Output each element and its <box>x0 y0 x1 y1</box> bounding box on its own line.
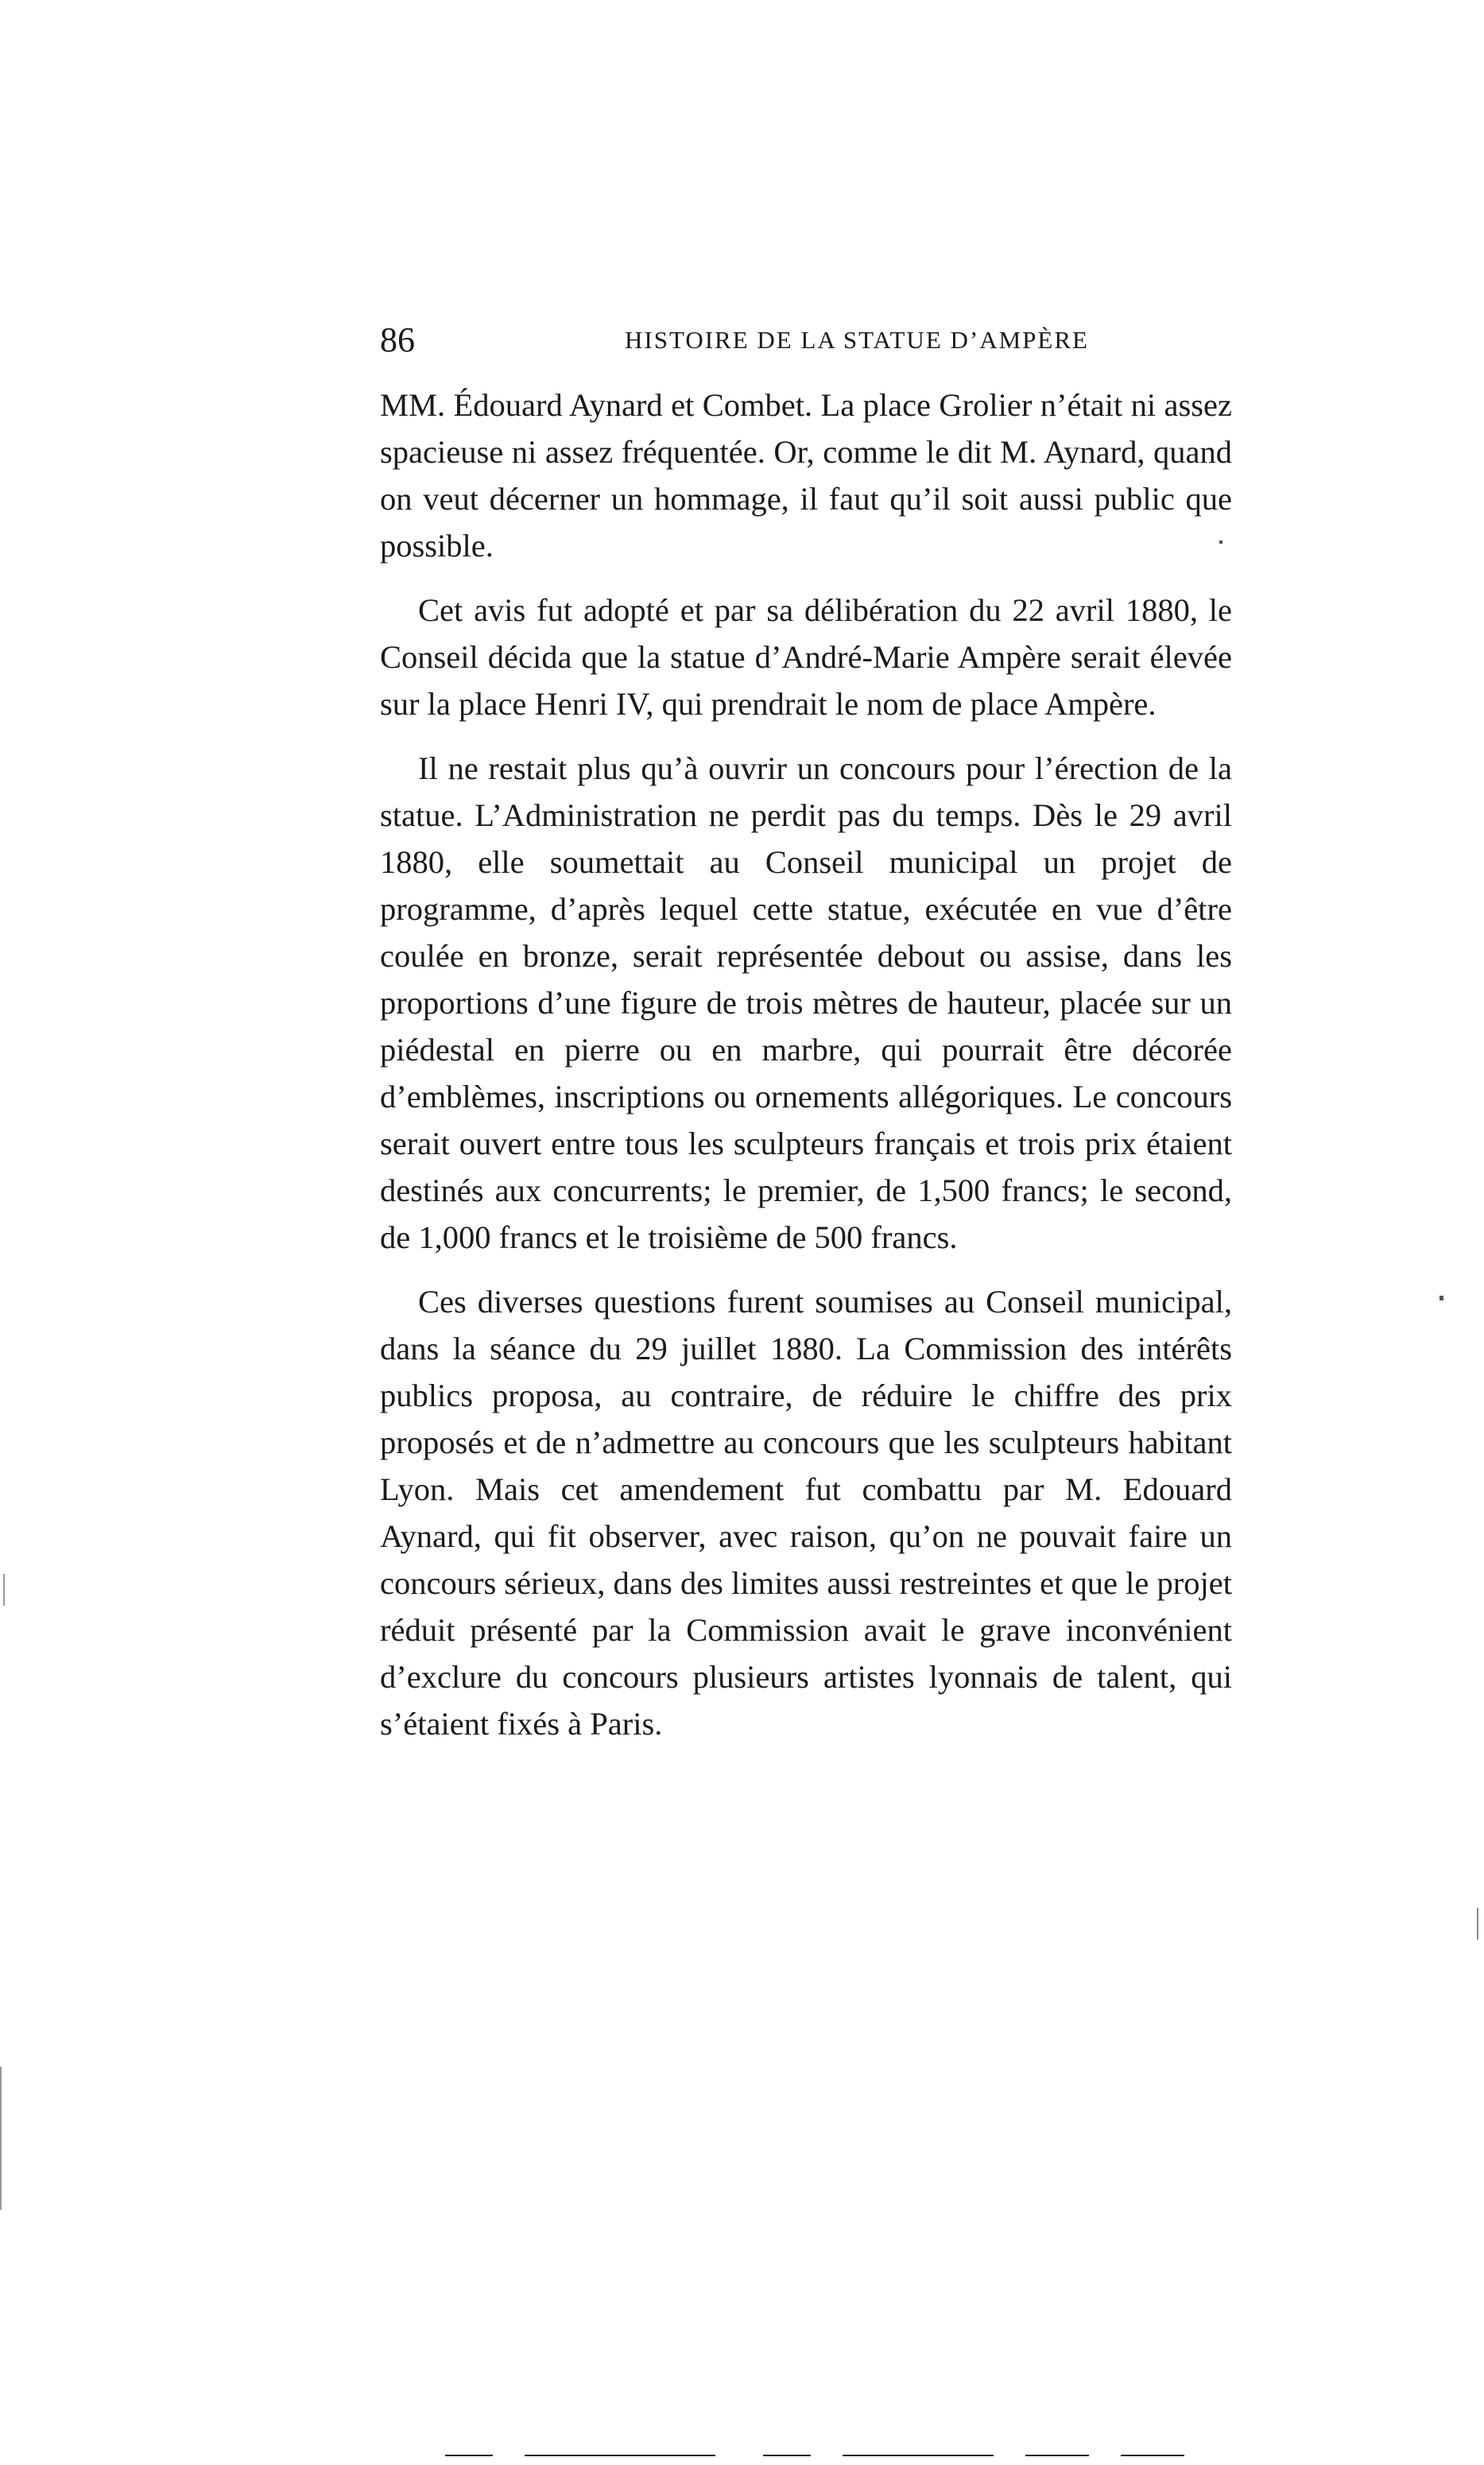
paragraph: Cet avis fut adopté et par sa délibération du 22 avril 1880, le Conseil décida que la statue d’André-Marie Ampère serait élevée sur la place Henri IV, qui prendrait le nom de place Ampère. <box>380 592 1232 722</box>
paragraph: MM. Édouard Aynard et Combet. La place Grolier n’était ni assez spacieuse ni assez fréquentée. Or, comme le dit M. Aynard, quand on veut décerner un hommage, il faut qu’il soit aussi public que possible. <box>380 387 1232 564</box>
scan-bottom-rule <box>763 2455 811 2456</box>
paragraph: Ces diverses questions furent soumises au Conseil municipal, dans la séance du 29 juillet 1880. La Commission des intérêts publics proposa, au contraire, de réduire le chiffre des prix proposés et de n’admettre au concours que les sculpteurs habitant Lyon. Mais cet amendement fut combattu par M. Edouard Aynard, qui fit observer, avec raison, qu’on ne pouvait faire un concours sérieux, dans des limites aussi restreintes et que le projet réduit présenté par la Commission avait le grave inconvénient d’exclure du concours plusieurs artistes lyonnais de talent, qui s’étaient fixés à Paris. <box>380 1284 1232 1742</box>
scan-speck <box>1477 1908 1478 1940</box>
scan-bottom-rule <box>843 2455 994 2456</box>
paragraph: Il ne restait plus qu’à ouvrir un concours pour l’érection de la statue. L’Administration ne perdit pas du temps. Dès le 29 avril 1880, elle soumettait au Conseil municipal un projet de programme, d’après lequel cette statue, exécutée en vue d’être coulée en bronze, serait représentée debout ou assise, dans les proportions d’une figure de trois mètres de hauteur, placée sur un piédestal en pierre ou en marbre, qui pourrait être décorée d’emblèmes, inscriptions ou ornements allégoriques. Le concours serait ouvert entre tous les sculpteurs français et trois prix étaient destinés aux concurrents; le premier, de 1,500 francs; le second, de 1,000 francs et le troisième de 500 francs. <box>380 750 1232 1255</box>
scan-bottom-rule <box>1025 2455 1089 2456</box>
body-text <box>380 382 1232 1765</box>
scan-edge-artifact <box>3 1574 5 1606</box>
scan-bottom-rule <box>445 2455 493 2456</box>
running-head <box>380 316 1232 364</box>
scan-speck <box>1439 1296 1443 1300</box>
scan-bottom-rule <box>525 2455 715 2456</box>
scan-bottom-rule <box>1121 2455 1184 2456</box>
page-number: 86 <box>380 320 415 359</box>
running-title: HISTOIRE DE LA STATUE D’AMPÈRE <box>625 326 1089 354</box>
scan-edge-artifact <box>0 2067 2 2210</box>
